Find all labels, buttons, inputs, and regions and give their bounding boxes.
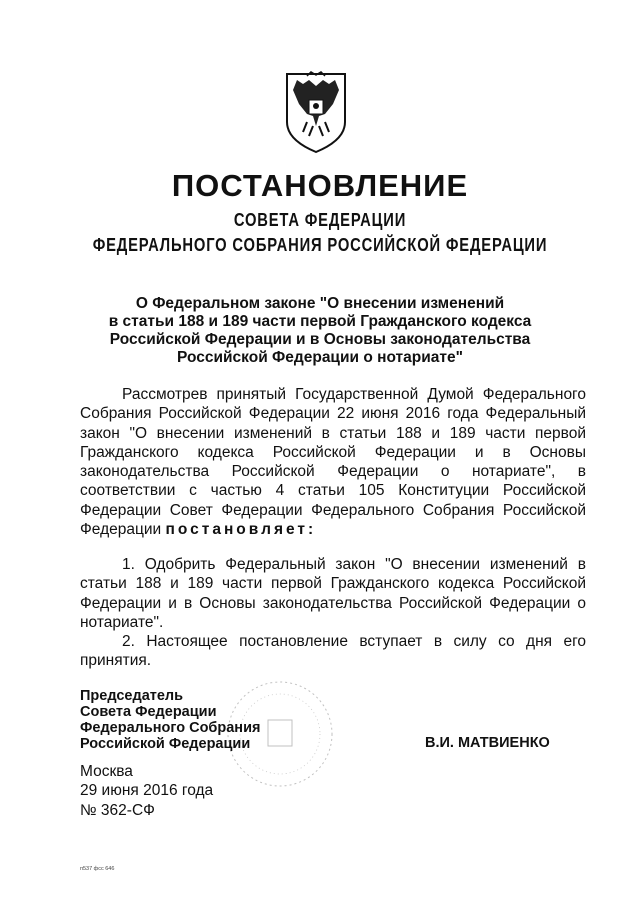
- position-line: Совета Федерации: [80, 704, 217, 720]
- signatory-position: [80, 688, 260, 752]
- item-2-line: принятия.: [80, 652, 152, 670]
- item-1-line: статьи 188 и 189 части первой Гражданского кодекса Российской: [80, 575, 586, 593]
- item-2-line: 2. Настоящее постановление вступает в силу со дня его: [122, 633, 586, 651]
- place-and-date: [80, 762, 213, 820]
- issuer-line-1: СОВЕТА ФЕДЕРАЦИИ: [233, 210, 407, 230]
- preamble-line: Федерации: [80, 521, 162, 539]
- preamble-line: Федерации Совет Федерации Федерального Собрания Российской: [80, 501, 586, 519]
- subject-line: О Федеральном законе "О внесении изменений: [135, 295, 505, 312]
- preamble-line: Гражданского кодекса Российской Федерации и в Основы: [80, 443, 586, 461]
- subject-line: Российской Федерации и в Основы законодательства: [109, 331, 531, 348]
- item-1-line: Федерации и в Основы законодательства Российской Федерации о: [80, 594, 586, 612]
- resolution-number: № 362-СФ: [80, 801, 155, 819]
- preamble-line: соответствии с частью 4 статьи 105 Конституции Российской: [80, 482, 586, 500]
- preamble-final-line: [80, 520, 586, 539]
- item-1-line: 1. Одобрить Федеральный закон "О внесении изменений в: [122, 556, 586, 573]
- preamble-paragraph: [80, 385, 586, 539]
- item-1-line: нотариате".: [80, 613, 164, 631]
- date: 29 июня 2016 года: [80, 782, 214, 800]
- issuer-line-2: ФЕДЕРАЛЬНОГО СОБРАНИЯ РОССИЙСКОЙ ФЕДЕРАЦИИ: [92, 235, 548, 255]
- preamble-line: законодательства Российской Федерации о нотариате", в: [80, 463, 586, 481]
- city: Москва: [80, 763, 133, 780]
- position-line: Председатель: [80, 688, 184, 704]
- preamble-line: закон "О внесении изменений в статьи 188 и 189 части первой: [80, 424, 586, 442]
- position-line: Федерального Собрания: [80, 720, 261, 736]
- subject-line: в статьи 188 и 189 части первой Гражданского кодекса: [108, 313, 532, 330]
- resolution-subject: [80, 295, 560, 367]
- signatory-name: В.И. МАТВИЕНКО: [425, 735, 550, 751]
- document-reference: п537 фсс 646: [80, 866, 115, 872]
- subject-line: Российской Федерации о нотариате": [177, 349, 463, 366]
- preamble-line: Собрания Российской Федерации 22 июня 2016 года Федеральный: [80, 405, 586, 423]
- resolution-items: [80, 555, 586, 671]
- position-line: Российской Федерации: [80, 736, 251, 752]
- preamble-line: Рассмотрев принятый Государственной Думой Федерального: [122, 386, 586, 403]
- document-title: ПОСТАНОВЛЕНИЕ: [171, 168, 469, 203]
- resolves-keyword: постановляет:: [165, 521, 317, 539]
- coat-of-arms-emblem: [283, 70, 349, 154]
